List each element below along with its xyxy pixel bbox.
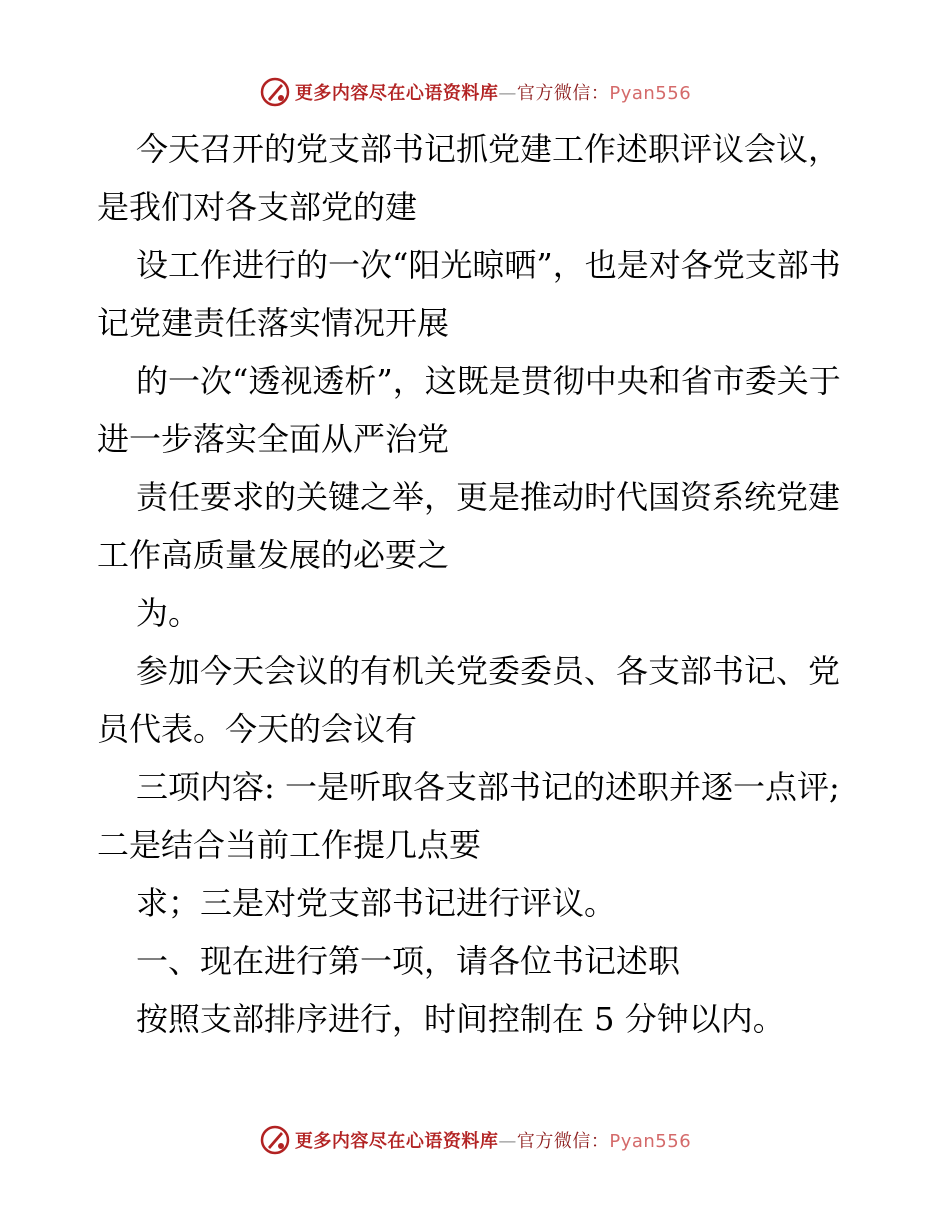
watermark-label: 官方微信： [516,83,610,104]
watermark-separator: — [498,1131,517,1152]
paragraph: 三项内容: 一是听取各支部书记的述职并逐一点评; 二是结合当前工作提几点要 [97,768,840,864]
paragraph: 求；三是对党支部书记进行评议。 [136,884,617,922]
watermark-text [295,79,691,105]
paragraph: 的一次“透视透析”，这既是贯彻中央和省市委关于进一步落实全面从严治党 [97,362,841,458]
paragraph: 参加今天会议的有机关党委委员、各支部书记、党员代表。今天的会议有 [97,652,841,748]
document-body [97,120,857,1048]
quill-logo-icon [259,76,291,108]
quill-logo-icon [259,1124,291,1156]
watermark-text [295,1127,691,1153]
footer-watermark [0,1120,950,1160]
watermark-separator: — [498,83,517,104]
paragraph: 今天召开的党支部书记抓党建工作述职评议会议，是我们对各支部党的建 [97,130,841,226]
paragraph: 一、现在进行第一项，请各位书记述职 [136,942,681,980]
watermark-brand: 更多内容尽在心语资料库 [294,1131,499,1152]
watermark-label: 官方微信： [516,1131,610,1152]
header-watermark [0,72,950,112]
paragraph: 按照支部排序进行，时间控制在 5 分钟以内。 [136,1000,785,1038]
paragraph: 为。 [136,594,201,632]
watermark-account: Pyan556 [609,1131,692,1152]
watermark-account: Pyan556 [609,83,692,104]
paragraph: 责任要求的关键之举，更是推动时代国资系统党建工作高质量发展的必要之 [97,478,841,574]
watermark-brand: 更多内容尽在心语资料库 [294,83,499,104]
paragraph: 设工作进行的一次“阳光晾晒”，也是对各党支部书记党建责任落实情况开展 [97,246,841,342]
